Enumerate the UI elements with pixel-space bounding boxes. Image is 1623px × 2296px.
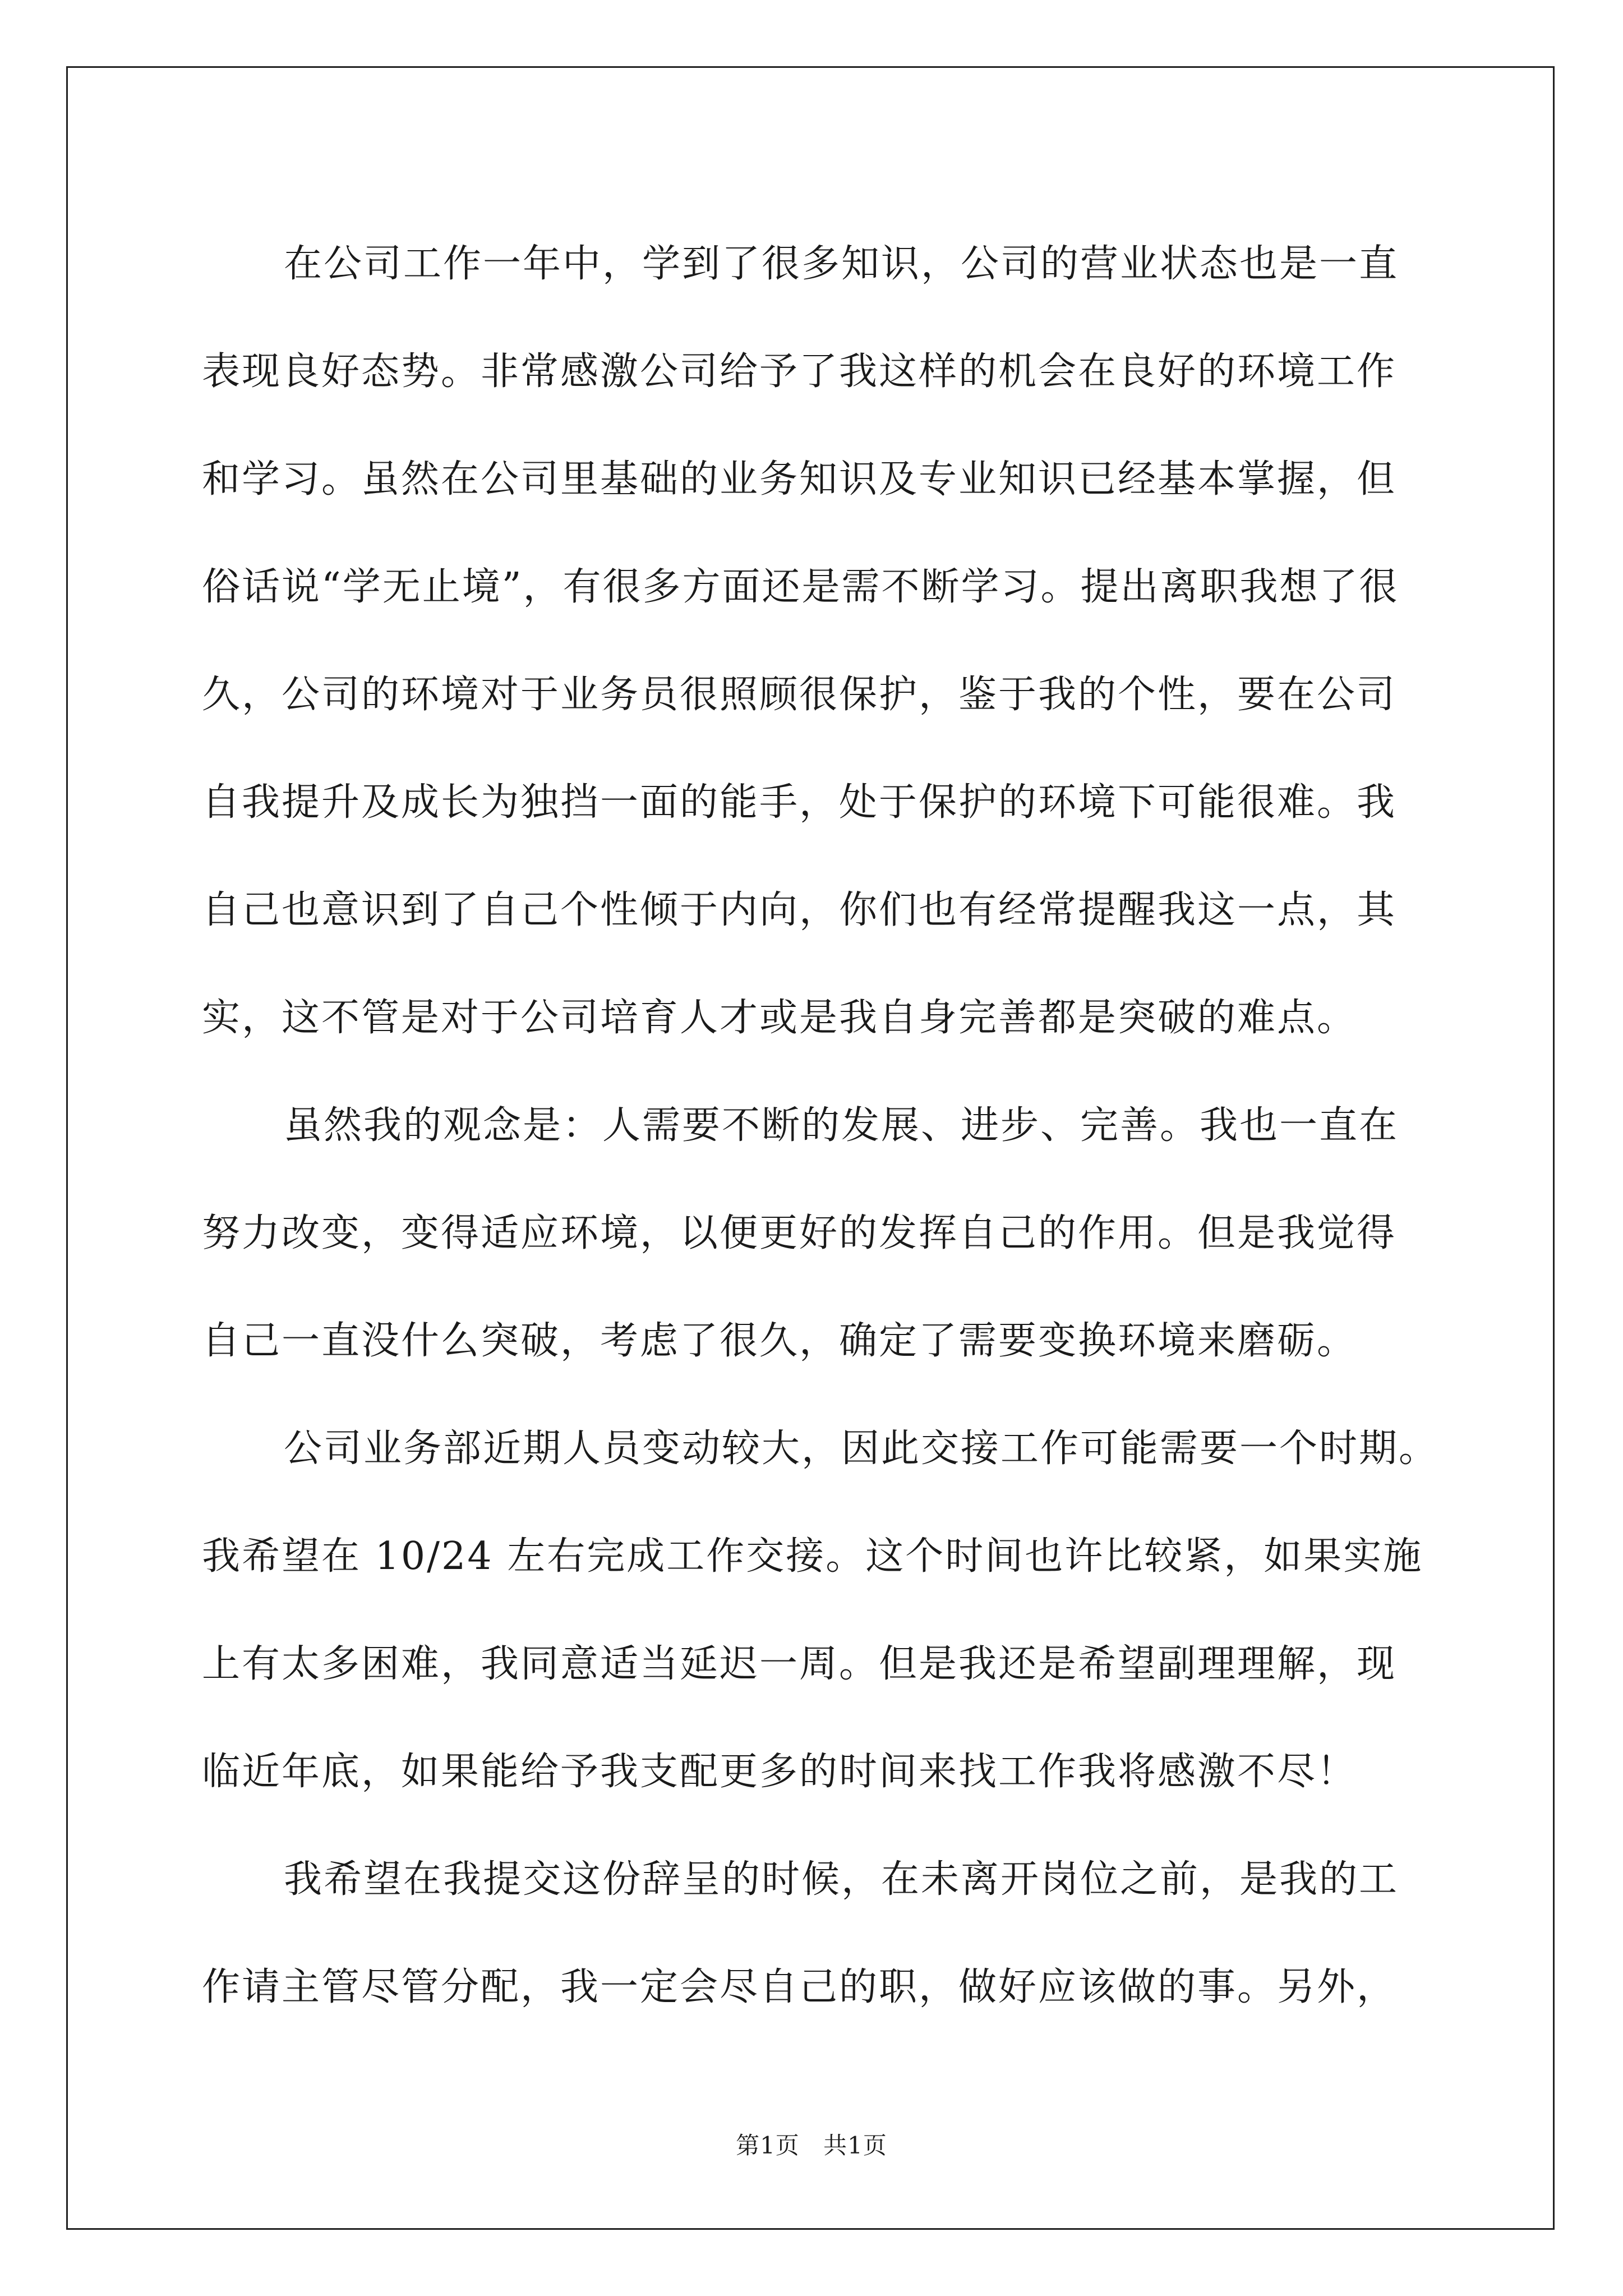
paragraph-1-line-7: 自己也意识到了自己个性倾于内向，你们也有经常提醒我这一点，其: [202, 888, 1397, 932]
paragraph-3-line-4: 临近年底，如果能给予我支配更多的时间来找工作我将感激不尽！: [202, 1750, 1357, 1794]
paragraph-2-line-3: 自己一直没什么突破，考虑了很久，确定了需要变换环境来磨砺。: [202, 1319, 1357, 1363]
paragraph-3-line-3: 上有太多困难，我同意适当延迟一周。但是我还是希望副理理解，现: [202, 1642, 1397, 1686]
paragraph-1-line-1: 在公司工作一年中，学到了很多知识，公司的营业状态也是一直: [284, 242, 1399, 286]
paragraph-3-line-1: 公司业务部近期人员变动较大，因此交接工作可能需要一个时期。: [284, 1427, 1439, 1471]
page-number-current: 第1页: [736, 2132, 800, 2159]
paragraph-1-line-2: 表现良好态势。非常感激公司给予了我这样的机会在良好的环境工作: [202, 349, 1397, 394]
paragraph-3-line-2: 我希望在 10/24 左右完成工作交接。这个时间也许比较紧，如果实施: [202, 1534, 1423, 1579]
page-number-total: 共1页: [823, 2132, 887, 2159]
paragraph-1-line-3: 和学习。虽然在公司里基础的业务知识及专业知识已经基本掌握，但: [202, 457, 1397, 501]
paragraph-1-line-5: 久，公司的环境对于业务员很照顾很保护，鉴于我的个性，要在公司: [202, 673, 1397, 717]
paragraph-2-line-1: 虽然我的观念是：人需要不断的发展、进步、完善。我也一直在: [284, 1103, 1399, 1148]
paragraph-1-line-8: 实，这不管是对于公司培育人才或是我自身完善都是突破的难点。: [202, 996, 1357, 1040]
paragraph-1-line-6: 自我提升及成长为独挡一面的能手，处于保护的环境下可能很难。我: [202, 780, 1397, 825]
paragraph-2-line-2: 努力改变，变得适应环境，以便更好的发挥自己的作用。但是我觉得: [202, 1211, 1397, 1255]
page-footer: [0, 2127, 1623, 2161]
paragraph-1-line-4: 俗话说“学无止境”，有很多方面还是需不断学习。提出离职我想了很: [202, 565, 1399, 609]
paragraph-4-line-2: 作请主管尽管分配，我一定会尽自己的职，做好应该做的事。另外，: [202, 1965, 1397, 2009]
paragraph-4-line-1: 我希望在我提交这份辞呈的时候，在未离开岗位之前，是我的工: [284, 1857, 1399, 1902]
document-body: [202, 210, 1439, 2041]
